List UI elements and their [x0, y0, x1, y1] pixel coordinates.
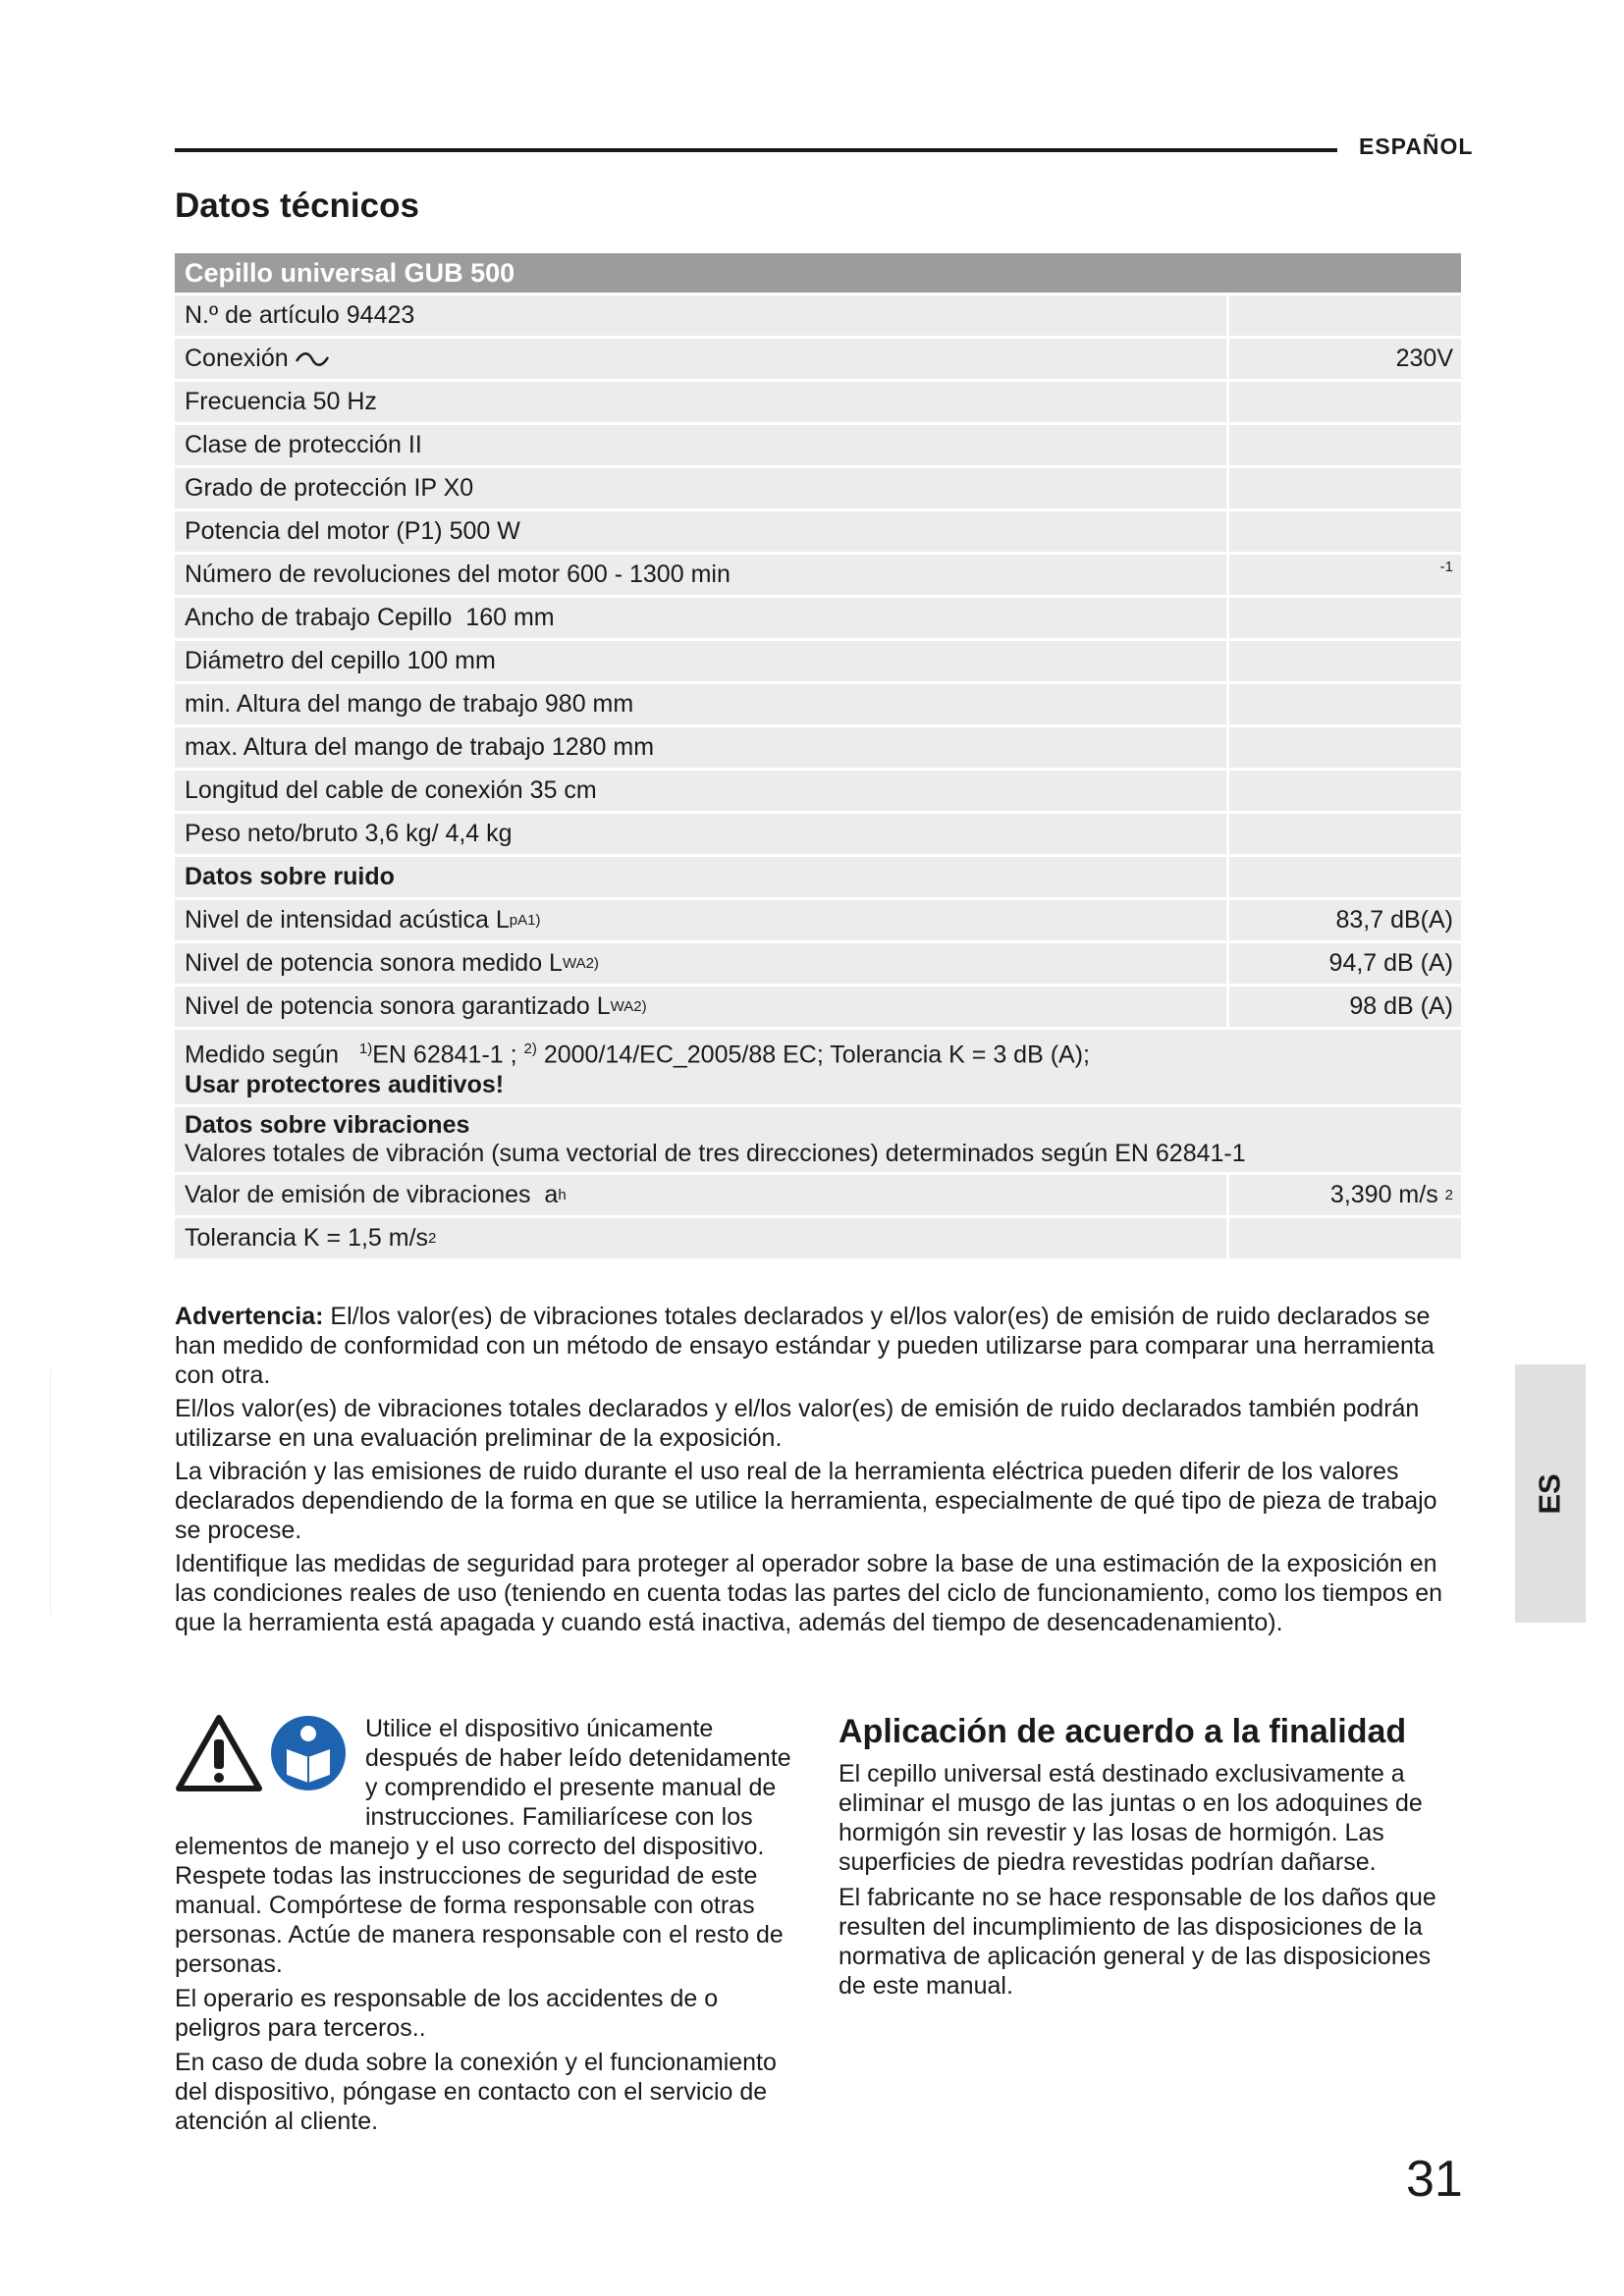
spec-value [1229, 295, 1461, 336]
tolerance-sup: 2 [428, 1230, 437, 1248]
page-number: 31 [1406, 2151, 1463, 2208]
language-label: ESPAÑOL [1359, 133, 1474, 159]
spec-label: Peso neto/bruto 3,6 kg/ 4,4 kg [175, 814, 1226, 854]
noise-label-text: Nivel de potencia sonora medido L [185, 949, 563, 977]
noise-note-row [175, 1030, 1461, 1104]
spec-row [175, 555, 1461, 595]
noise-value: 94,7 dB (A) [1229, 943, 1461, 984]
noise-note [175, 1030, 1461, 1104]
vibration-value [1229, 1175, 1461, 1215]
spec-row [175, 684, 1461, 724]
warning-triangle-icon [175, 1714, 263, 1792]
ac-current-icon [295, 351, 330, 367]
noise-label-text: Nivel de potencia sonora garantizado L [185, 992, 611, 1020]
noise-label-sup: 2) [585, 955, 599, 972]
warning-lead: Advertencia: [175, 1303, 324, 1330]
noise-heading-row [175, 857, 1461, 897]
noise-label [175, 987, 1226, 1027]
spec-table [175, 253, 1461, 1258]
side-tab-label: ES [1532, 1472, 1567, 1515]
intended-use-block [839, 1712, 1463, 2006]
warning-paragraph: Identifique las medidas de seguridad para proteger al operador sobre la base de una estimación de la exposición en las condiciones reales de uso (teniendo en cuenta todas las partes del ciclo de funcionamiento, como los tiempos en que la herramienta está apagada y cuando está inactiva, además del tiempo de desencadenamiento). [175, 1550, 1443, 1636]
noise-label-text: Nivel de intensidad acústica L [185, 906, 510, 934]
empty-cell [1229, 1218, 1461, 1258]
vibration-value-text: 3,390 m/s [1329, 1181, 1438, 1209]
spec-value [1229, 771, 1461, 811]
spec-value [1229, 727, 1461, 768]
spec-label: min. Altura del mango de trabajo 980 mm [175, 684, 1226, 724]
noise-row [175, 900, 1461, 940]
spec-row [175, 814, 1461, 854]
spec-value [1229, 511, 1461, 552]
noise-row [175, 987, 1461, 1027]
spec-value [1229, 641, 1461, 681]
spec-row [175, 641, 1461, 681]
vibration-heading: Datos sobre vibraciones [185, 1111, 470, 1140]
spec-label: Frecuencia 50 Hz [175, 382, 1226, 422]
spec-label: Diámetro del cepillo 100 mm [175, 641, 1226, 681]
vibration-label [175, 1175, 1226, 1215]
spec-value [1229, 684, 1461, 724]
spec-value: 230V [1229, 339, 1461, 379]
spec-value [1229, 382, 1461, 422]
spec-value [1229, 468, 1461, 508]
noise-label-sub: pA [509, 912, 528, 929]
spec-label: Longitud del cable de conexión 35 cm [175, 771, 1226, 811]
warning-paragraph: El/los valor(es) de vibraciones totales declarados y el/los valor(es) de emisión de ruido declarados también podrán utilizarse en una evaluación preliminar de la exposición. [175, 1395, 1420, 1452]
spec-row [175, 468, 1461, 508]
spec-label: Clase de protección II [175, 425, 1226, 465]
spec-label: max. Altura del mango de trabajo 1280 mm [175, 727, 1226, 768]
warning-paragraph: La vibración y las emisiones de ruido durante el uso real de la herramienta eléctrica pueden diferir de los valores declarados dependiendo de la forma en que se utilice la herramienta, especialmente de qué tipo de pieza de trabajo se procese. [175, 1458, 1437, 1544]
spec-row [175, 425, 1461, 465]
instructions-paragraph: En caso de duda sobre la conexión y el funcionamiento del dispositivo, póngase en contacto con el servicio de atención al cliente. [175, 2049, 777, 2135]
spec-label: Número de revoluciones del motor 600 - 1300 min [175, 555, 1226, 595]
empty-cell [1229, 857, 1461, 897]
noise-heading: Datos sobre ruido [175, 857, 1226, 897]
spec-value [1229, 814, 1461, 854]
spec-row [175, 382, 1461, 422]
note-text: EN 62841-1 ; [372, 1041, 517, 1069]
vibration-symbol: a [544, 1181, 559, 1209]
spec-row [175, 339, 1461, 379]
measured-prefix: Medido según [185, 1041, 340, 1069]
noise-label-sub: WA [610, 998, 634, 1015]
hearing-protection-note: Usar protectores auditivos! [185, 1071, 505, 1099]
page-title: Datos técnicos [175, 187, 419, 225]
instructions-paragraph: El operario es responsable de los accidentes de o peligros para terceros.. [175, 1985, 719, 2042]
spec-row [175, 598, 1461, 638]
noise-row [175, 943, 1461, 984]
vibration-label-text: Valor de emisión de vibraciones [185, 1181, 531, 1209]
noise-label [175, 943, 1226, 984]
spec-row [175, 295, 1461, 336]
header-rule [175, 148, 1337, 152]
noise-label-sub: WA [562, 955, 586, 972]
spec-label: Grado de protección IP X0 [175, 468, 1226, 508]
vibration-heading-row [175, 1107, 1461, 1172]
noise-label-sup: 2) [633, 998, 647, 1015]
intended-use-paragraph: El cepillo universal está destinado exclusivamente a eliminar el musgo de las juntas o en los adoquines de hormigón sin revestir y las losas de hormigón. Las superficies de piedra revestidas podrían dañarse. [839, 1760, 1423, 1876]
vibration-value-sup: 2 [1444, 1187, 1453, 1204]
spec-row [175, 771, 1461, 811]
vibration-symbol-sub: h [558, 1187, 567, 1204]
intended-use-title: Aplicación de acuerdo a la finalidad [839, 1713, 1407, 1750]
spec-value: -1 [1229, 555, 1461, 595]
spec-value [1229, 425, 1461, 465]
instructions-paragraph: Utilice el dispositivo únicamente después de haber leído detenidamente y comprendido el presente manual de instrucciones. Familiarícese con los elementos de manejo y el uso correcto del dispositivo. Respete todas las instrucciones de seguridad de este manual. Compórtese de forma responsable con otras personas. Actúe de manera responsable con el resto de personas. [175, 1715, 791, 1978]
tolerance-label [175, 1218, 1226, 1258]
spec-row [175, 511, 1461, 552]
safety-icons [175, 1714, 357, 1804]
warning-block [175, 1302, 1451, 1641]
spec-label: Potencia del motor (P1) 500 W [175, 511, 1226, 552]
spec-table-title: Cepillo universal GUB 500 [175, 253, 1461, 293]
read-manual-icon [269, 1714, 348, 1792]
spec-label: Ancho de trabajo Cepillo 160 mm [175, 598, 1226, 638]
tolerance-row [175, 1218, 1461, 1258]
spec-row [175, 727, 1461, 768]
vibration-description: Valores totales de vibración (suma vectorial de tres direcciones) determinados según EN 62841-1 [185, 1140, 1246, 1168]
language-side-tab [1515, 1364, 1586, 1623]
noise-value: 83,7 dB(A) [1229, 900, 1461, 940]
note-mark: 2) [523, 1041, 537, 1057]
noise-label [175, 900, 1226, 940]
warning-text: El/los valor(es) de vibraciones totales declarados y el/los valor(es) de emisión de ruido declarados se han medido de conformidad con un método de ensayo estándar y pueden utilizarse para comparar una herramienta con otra. [175, 1303, 1435, 1389]
spec-value [1229, 598, 1461, 638]
intended-use-paragraph: El fabricante no se hace responsable de los daños que resulten del incumplimiento de las disposiciones de la normativa de aplicación general y de las disposiciones de este manual. [839, 1884, 1436, 2000]
tolerance-label-text: Tolerancia K = 1,5 m/s [185, 1224, 429, 1253]
note-text: 2000/14/EC_2005/88 EC; Tolerancia K = 3 dB (A); [543, 1041, 1090, 1069]
spec-label-connection: Conexión [175, 339, 1226, 379]
measured-standards [185, 1034, 1451, 1070]
instructions-block [175, 1714, 799, 2141]
noise-value: 98 dB (A) [1229, 987, 1461, 1027]
warning-paragraph [175, 1302, 1451, 1390]
edge-line [50, 1369, 51, 1615]
vibration-row [175, 1175, 1461, 1215]
vibration-block [175, 1107, 1461, 1172]
spec-label: N.º de artículo 94423 [175, 295, 1226, 336]
note-mark: 1) [358, 1041, 373, 1057]
noise-label-sup: 1) [527, 912, 541, 929]
